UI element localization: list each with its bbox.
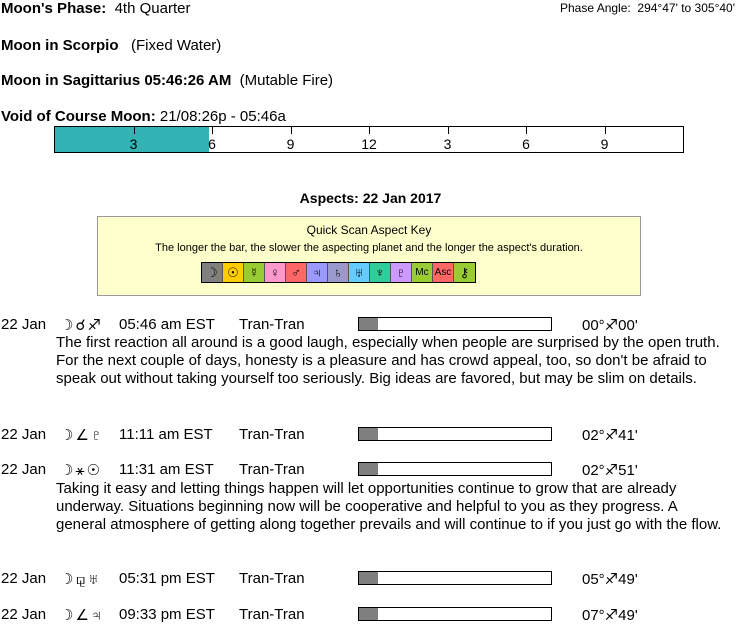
aspect-duration-bar [358, 607, 552, 621]
voc-tick [134, 127, 135, 134]
aspect-duration-fill [359, 428, 378, 440]
aspect-duration-bar [358, 427, 552, 441]
aspect-key-title: Quick Scan Aspect Key [306, 223, 432, 237]
moon-in-scorpio-value: (Fixed Water) [131, 37, 222, 54]
aspects-title: Aspects: 22 Jan 2017 [299, 190, 442, 206]
aspect-key-description: The longer the bar, the slower the aspecting planet and the longer the aspect's duration. [155, 242, 583, 254]
voc-tick-label: 6 [522, 136, 530, 152]
venus-icon: ♀ [265, 263, 286, 282]
aspect-duration-bar [358, 317, 552, 331]
voc-tick-label: 3 [443, 136, 452, 152]
moon-icon: ☽ [202, 263, 223, 282]
aspect-time: 05:46 am EST [119, 316, 215, 333]
phase-label: Moon's Phase: [1, 0, 107, 17]
aspect-type: Tran-Tran [239, 606, 305, 623]
moon-in-sagittarius-line [1, 72, 333, 89]
aspect-date: 22 Jan [1, 570, 47, 587]
aspect-glyphs: ☽∠♇ [60, 427, 105, 444]
aspect-row [0, 606, 741, 624]
moon-phase-line [1, 0, 190, 17]
aspect-position: 02°♐51' [582, 462, 638, 479]
mars-icon: ♂ [286, 263, 307, 282]
phase-angle-value: 294°47' to 305°40' [637, 1, 735, 15]
void-of-course-bar [54, 126, 684, 153]
aspect-row [0, 461, 741, 479]
aspect-date: 22 Jan [1, 461, 47, 478]
moon-in-sagittarius-label: Moon in Sagittarius 05:46:26 AM [1, 72, 232, 89]
aspect-date: 22 Jan [1, 606, 47, 623]
aspect-type: Tran-Tran [239, 426, 305, 443]
aspect-duration-fill [359, 608, 378, 620]
aspect-date: 22 Jan [1, 316, 47, 333]
aspect-duration-fill [359, 572, 378, 584]
aspect-position: 07°♐49' [582, 607, 638, 624]
voc-tick-label: 3 [129, 136, 138, 152]
voc-tick-label: 9 [286, 136, 295, 152]
moon-in-sagittarius-value: (Mutable Fire) [239, 72, 334, 89]
ascendant-icon: Asc [433, 263, 454, 282]
voc-tick [605, 127, 606, 134]
voc-tick [526, 127, 527, 134]
pluto-icon: ♇ [391, 263, 412, 282]
voc-value: 21/08:26p - 05:46a [159, 108, 286, 125]
voc-tick [448, 127, 449, 134]
voc-tick-label: 6 [208, 136, 216, 152]
voc-tick-label: 9 [600, 136, 609, 152]
void-of-course-line [1, 108, 286, 125]
aspect-type: Tran-Tran [239, 316, 305, 333]
voc-tick-label: 12 [361, 136, 377, 152]
voc-tick [369, 127, 370, 134]
aspect-glyphs: ☽⚼♅ [60, 571, 102, 588]
aspect-row [0, 316, 741, 334]
aspect-date: 22 Jan [1, 426, 47, 443]
moon-in-scorpio-label: Moon in Scorpio [1, 37, 119, 54]
phase-angle-line [560, 1, 735, 15]
aspect-time: 09:33 pm EST [119, 606, 215, 623]
neptune-icon: ♆ [370, 263, 391, 282]
aspect-type: Tran-Tran [239, 570, 305, 587]
uranus-icon: ♅ [349, 263, 370, 282]
aspect-time: 05:31 pm EST [119, 570, 215, 587]
aspect-glyphs: ☽∠♃ [60, 607, 105, 624]
voc-label: Void of Course Moon: [1, 108, 156, 125]
aspect-type: Tran-Tran [239, 461, 305, 478]
aspect-interpretation: Taking it easy and letting things happen will let opportunities continue to grow that are already underway. Situations beginning now will be cooperative and helpful to you as they progress. A general atmosphere of getting along together prevails and will continue to if you just go with the flow. [56, 480, 722, 533]
midheaven-icon: Mc [412, 263, 433, 282]
mercury-icon: ☿ [244, 263, 265, 282]
aspect-glyphs: ☽☌♐ [60, 317, 103, 334]
aspect-row [0, 570, 741, 588]
jupiter-icon: ♃ [307, 263, 328, 282]
aspect-position: 00°♐00' [582, 317, 638, 334]
aspect-duration-bar [358, 462, 552, 476]
aspect-duration-bar [358, 571, 552, 585]
aspect-glyphs: ☽⚹☉ [60, 462, 102, 479]
aspect-interpretation: The first reaction all around is a good laugh, especially when people are surprised by the open truth. For the next couple of days, honesty is a pleasure and has crowd appeal, too, so don't be afraid to speak out without taking yourself too seriously. Big ideas are favored, but may be slim on details. [56, 334, 720, 387]
aspect-position: 02°♐41' [582, 427, 638, 444]
aspect-row [0, 426, 741, 444]
sun-icon: ☉ [223, 263, 244, 282]
chiron-icon: ⚷ [454, 263, 475, 282]
planet-legend [201, 262, 476, 283]
aspect-key-box [97, 216, 641, 296]
moon-in-scorpio-line [1, 37, 221, 54]
aspect-time: 11:31 am EST [119, 461, 214, 478]
phase-value: 4th Quarter [114, 0, 191, 17]
voc-tick [291, 127, 292, 134]
aspect-position: 05°♐49' [582, 571, 638, 588]
saturn-icon: ♄ [328, 263, 349, 282]
phase-angle-label: Phase Angle: [560, 1, 631, 15]
aspect-duration-fill [359, 318, 378, 330]
aspect-time: 11:11 am EST [119, 426, 213, 443]
voc-tick [212, 127, 213, 134]
aspect-duration-fill [359, 463, 378, 475]
